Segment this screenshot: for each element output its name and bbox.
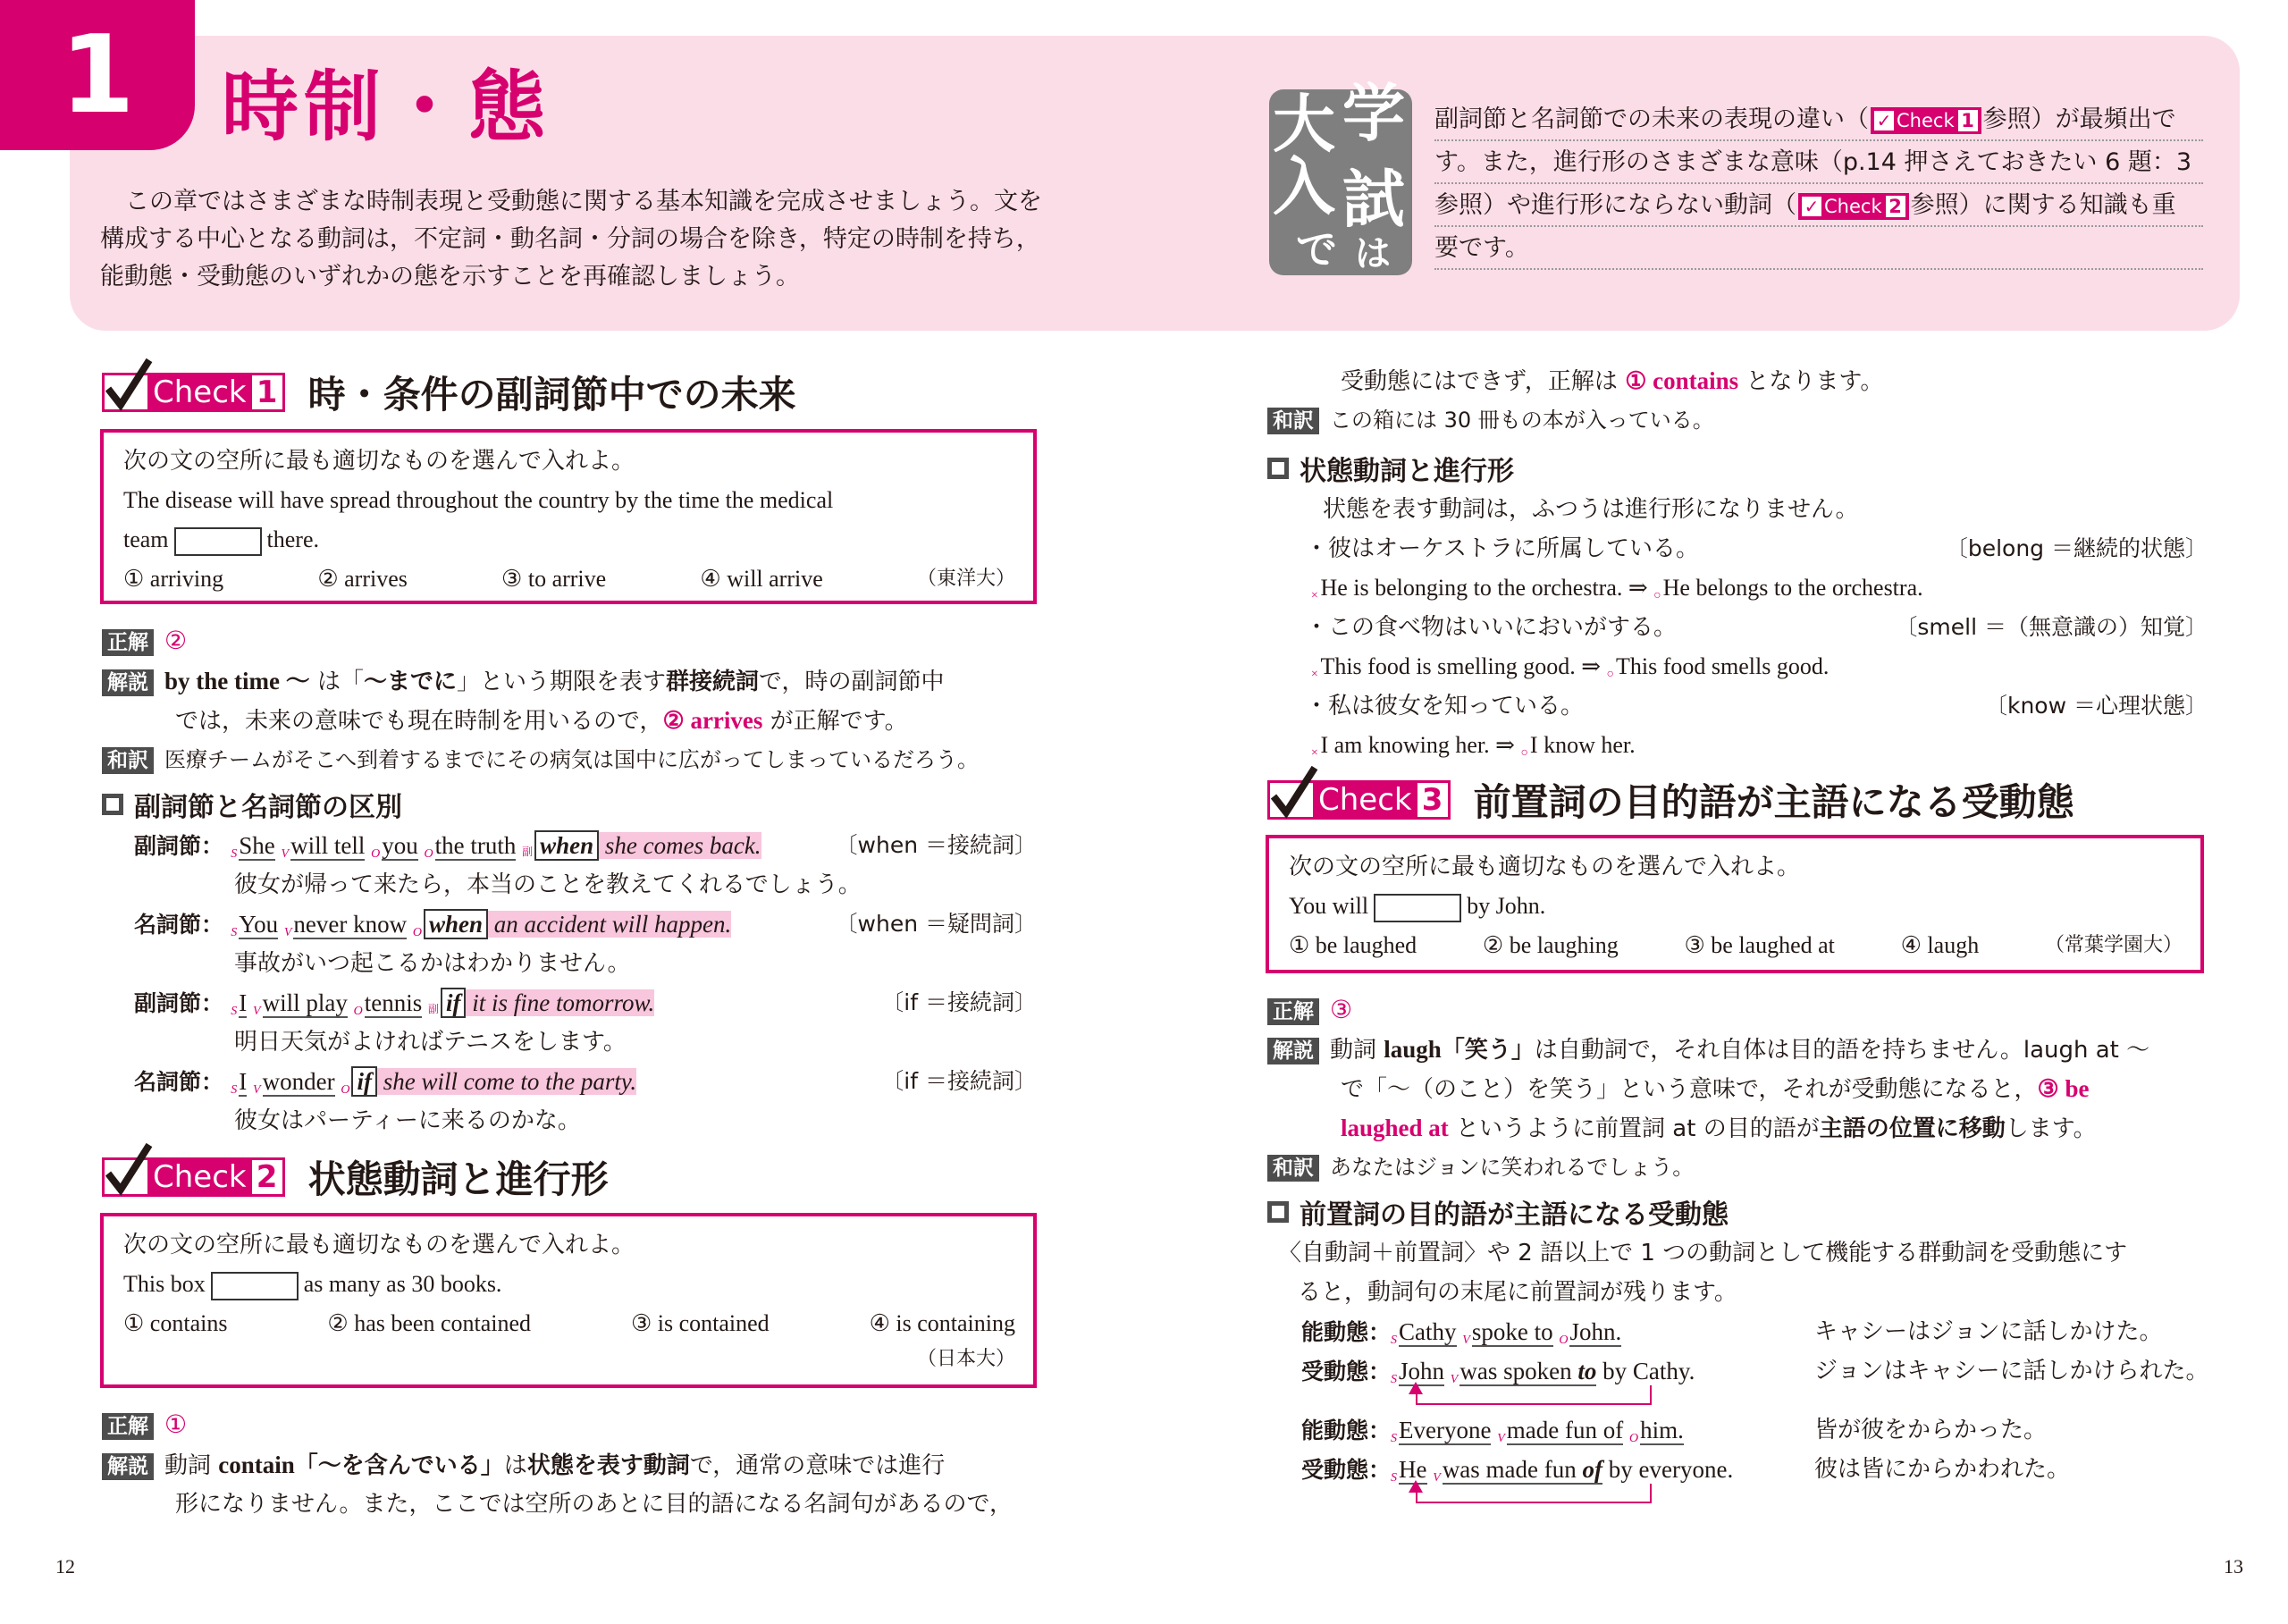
check3-explanation-line2 (1341, 1069, 2089, 1109)
exam-note-text: 参照）に関する知識も重 (1910, 191, 2176, 219)
subscript-s: S (231, 847, 238, 861)
answer-value: ③ (1330, 995, 1353, 1024)
clause: it is fine tomorrow. (466, 989, 655, 1016)
subscript-v: V (281, 847, 290, 861)
exp-text: 動詞 (1330, 1037, 1384, 1064)
check3-label: Check (1313, 783, 1417, 817)
subject: I (239, 989, 248, 1016)
subscript-o: O (412, 926, 422, 939)
check2-question-box (100, 1213, 1037, 1388)
arrow-icon: ⇒ (1581, 653, 1602, 679)
option-1: ① arriving (123, 566, 224, 592)
exp-text: で，通常の意味では進行 (689, 1452, 946, 1479)
option-4: ④ laugh (1900, 932, 1980, 958)
check2-answer (102, 1405, 187, 1445)
translation-tag: 和訳 (1267, 1155, 1319, 1182)
check-badge-number: 1 (1958, 110, 1978, 131)
check1-title: 時・条件の副詞節中での未来 (307, 373, 796, 417)
option-2: ② arrives (317, 566, 408, 592)
subject: John (1399, 1358, 1445, 1384)
section-text: 〈自動詞＋前置詞〉や 2 語以上で 1 つの動詞として機能する群動詞を受動態にす (1278, 1240, 2128, 1266)
clause-marker: 副 (427, 1003, 439, 1015)
verb: was spoken (1459, 1358, 1578, 1384)
square-bullet-icon (1267, 458, 1289, 479)
subscript-s: S (1391, 1432, 1398, 1445)
option-1: ① contains (123, 1310, 228, 1336)
answer-value: ① (164, 1409, 188, 1439)
example-label: 名詞節： (134, 1069, 224, 1095)
question-text: by John. (1467, 893, 1546, 919)
example-translation: 彼女が帰って来たら，本当のことを教えてくれるでしょう。 (234, 871, 862, 898)
exp-keyword: 「笑う」 (1441, 1037, 1535, 1064)
exam-icon (1269, 77, 1412, 275)
exp-answer: ② arrives (662, 707, 763, 734)
question-text: The disease will have spread throughout the country by the time the medical (123, 487, 834, 513)
clause: an accident will happen. (488, 911, 732, 938)
option-3: ③ to arrive (501, 566, 607, 592)
arrow-head-icon (1409, 1382, 1423, 1394)
check-badge (1871, 107, 1981, 134)
chapter-number-tab (0, 0, 195, 150)
page-number-right: 13 (2224, 1555, 2243, 1578)
check3-answer (1267, 990, 1352, 1031)
subject: You (239, 911, 279, 938)
wrong-sentence: I am knowing her. (1320, 732, 1490, 758)
check3-explanation-line3 (1341, 1108, 2097, 1149)
example-note: 〔when ＝疑問詞〕 (835, 911, 1037, 937)
question-text: team (123, 526, 169, 552)
exp-text: というように前置詞 at の目的語が (1448, 1115, 1820, 1142)
answer-options (123, 1304, 1015, 1343)
option-3: ③ be laughed at (1684, 932, 1835, 958)
exp-text: は自動詞で，それ自体は目的語を持ちません。laugh at 〜 (1534, 1037, 2150, 1064)
check1-translation (102, 740, 979, 779)
wrong-mark-icon: × (1310, 668, 1319, 681)
check3-question-box (1266, 835, 2204, 973)
exam-icon-char: は (1355, 233, 1391, 274)
subscript-v: V (283, 926, 292, 939)
check-badge-label: Check (1897, 109, 1955, 131)
check1-explanation-line1 (102, 661, 945, 702)
exp-keyword: laugh (1384, 1036, 1442, 1063)
example-note: 〔smell ＝（無意識の）知覚〕 (1895, 614, 2208, 640)
check2-explanation-line2: 形になりません。また，ここでは空所のあとに目的語になる名詞句があるので， (175, 1491, 1014, 1518)
check3-heading (1267, 772, 2074, 828)
verb: will play (262, 989, 348, 1016)
subject: Everyone (1399, 1417, 1492, 1443)
clause: she will come to the party. (376, 1068, 637, 1095)
example-translation: ・この食べ物はいいにおいがする。 (1305, 614, 1678, 641)
check-badge-label: Check (1824, 195, 1882, 217)
check-icon: ✓ (1802, 197, 1821, 216)
check1-label: Check (147, 375, 252, 409)
subscript-o: O (371, 847, 381, 861)
example-translation: 明日天気がよければテニスをします。 (234, 1029, 627, 1056)
exp-text: となります。 (1738, 368, 1884, 395)
subscript-o: O (353, 1005, 363, 1018)
checkmark-icon (1270, 780, 1313, 820)
check-badge-number: 2 (1886, 196, 1905, 217)
subscript-o: O (1559, 1334, 1569, 1347)
option-1: ① be laughed (1289, 932, 1417, 958)
question-instruction: 次の文の空所に最も適切なものを選んで入れよ。 (123, 448, 635, 475)
subscript-s: S (1391, 1373, 1398, 1386)
movement-arrow (1416, 1484, 1652, 1503)
chapter-number: 1 (60, 13, 135, 138)
object: you (382, 832, 418, 859)
translation-text: この箱には 30 冊もの本が入っている。 (1330, 408, 1714, 433)
example-translation: 事故がいつ起こるかはわかりません。 (234, 950, 631, 977)
question-text: You will (1289, 893, 1369, 919)
object: tennis (364, 989, 423, 1016)
example-note: 〔when ＝接続詞〕 (835, 832, 1037, 858)
square-bullet-icon (1267, 1201, 1289, 1223)
exam-note-text: 副詞節と名詞節での未来の表現の違い（ (1434, 105, 1869, 133)
object: John. (1569, 1318, 1622, 1345)
section-text: ると，動詞句の末尾に前置詞が残ります。 (1298, 1279, 1737, 1306)
exp-text: 動詞 (164, 1452, 219, 1479)
question-text: as many as 30 books. (303, 1271, 502, 1297)
arrow-icon: ⇒ (1495, 732, 1515, 758)
option-4: ④ is containing (869, 1310, 1015, 1336)
check1-heading (102, 365, 796, 420)
exp-keyword: contain (218, 1452, 295, 1478)
subscript-s: S (231, 1083, 238, 1097)
check1-badge (102, 373, 285, 412)
exam-note-text: 参照）が最頻出で (1982, 105, 2176, 133)
subject: Cathy (1399, 1318, 1457, 1345)
exp-text: 受動態にはできず，正解は (1341, 368, 1626, 395)
clause: she comes back. (599, 832, 761, 859)
wrong-right-pair (1310, 726, 1636, 773)
answer-options (123, 560, 1015, 599)
example-translation: キャシーはジョンに話しかけた。 (1814, 1318, 2163, 1345)
subject: He (1399, 1456, 1427, 1483)
subscript-v: V (1462, 1334, 1470, 1347)
answer-blank (174, 527, 262, 556)
exp-keyword: by the time 〜 (164, 668, 310, 694)
example-note: 〔know ＝心理状態〕 (1984, 693, 2208, 719)
subscript-v: V (1497, 1432, 1505, 1445)
explanation-tag: 解説 (1267, 1038, 1319, 1064)
check2-label: Check (147, 1160, 252, 1194)
check-icon: ✓ (1874, 111, 1894, 130)
option-2: ② be laughing (1482, 932, 1619, 958)
question-instruction: 次の文の空所に最も適切なものを選んで入れよ。 (123, 1232, 635, 1258)
check3-badge (1267, 780, 1451, 820)
check2-section-heading (1267, 449, 1514, 488)
exp-answer: laughed at (1341, 1115, 1449, 1141)
correct-sentence: I know her. (1529, 732, 1636, 758)
arrow-head-icon (1409, 1480, 1423, 1493)
translation-tag: 和訳 (102, 747, 154, 774)
check1-number: 1 (252, 375, 282, 409)
subject: She (239, 832, 275, 859)
example-label: 受動態： (1301, 1359, 1392, 1384)
question-text: This box (123, 1271, 206, 1297)
explanation-tag: 解説 (102, 669, 154, 696)
example-label: 副詞節： (134, 833, 224, 859)
conjunction: if (351, 1066, 377, 1097)
stranded-preposition: to (1577, 1358, 1597, 1384)
option-2: ② has been contained (327, 1310, 532, 1336)
translation-tag: 和訳 (1267, 408, 1319, 434)
exam-note (1434, 98, 2203, 270)
correct-mark-icon: ○ (1653, 589, 1661, 602)
check2-explanation-line1 (102, 1445, 945, 1485)
correct-sentence: This food smells good. (1616, 653, 1830, 679)
example-label: 能動態： (1301, 1319, 1392, 1345)
exp-text: は「 (309, 669, 364, 695)
verb: spoke to (1471, 1318, 1553, 1345)
exam-note-text: 要です。 (1434, 227, 2203, 270)
correct-mark-icon: ○ (1606, 668, 1614, 681)
check2-explanation-line3 (1341, 361, 1883, 401)
example-label: 受動態： (1301, 1457, 1392, 1483)
exp-keyword: 「〜を含んでいる」 (294, 1452, 504, 1479)
example-note: 〔if ＝接続詞〕 (881, 989, 1037, 1015)
wrong-sentence: He is belonging to the orchestra. (1320, 575, 1623, 601)
check3-number: 3 (1417, 783, 1448, 817)
subscript-s: S (231, 926, 238, 939)
wrong-mark-icon: × (1310, 589, 1319, 602)
answer-options (1289, 926, 2183, 965)
verb: made fun of (1506, 1417, 1624, 1443)
exp-keyword: 群接続詞 (666, 669, 760, 695)
subscript-o: O (341, 1083, 350, 1097)
verb: will tell (290, 832, 366, 859)
exam-icon-char: 入 (1273, 150, 1335, 223)
exp-text: では，未来の意味でも現在時制を用いるので， (175, 708, 663, 735)
section-title: 状態動詞と進行形 (1300, 456, 1514, 487)
translation-text: 医療チームがそこへ到着するまでにその病気は国中に広がってしまっているだろう。 (164, 747, 980, 772)
section-title: 前置詞の目的語が主語になる受動態 (1300, 1199, 1729, 1231)
checkmark-icon (105, 1157, 147, 1197)
question-text: there. (266, 526, 319, 552)
option-3: ③ is contained (630, 1310, 770, 1336)
check1-question-box (100, 429, 1037, 604)
option-4: ④ will arrive (700, 566, 823, 592)
example-translation: 彼は皆にからかわれた。 (1814, 1456, 2071, 1483)
exp-answer: ③ be (2037, 1075, 2090, 1102)
stranded-preposition: of (1582, 1456, 1603, 1483)
subscript-v: V (253, 1083, 261, 1097)
subscript-s: S (231, 1005, 238, 1018)
section-intro: 状態を表す動詞は，ふつうは進行形になりません。 (1323, 496, 1859, 523)
example-translation: 皆が彼をからかった。 (1814, 1417, 2048, 1443)
example-translation: 彼女はパーティーに来るのかな。 (234, 1107, 581, 1134)
subscript-v: V (253, 1005, 261, 1018)
exam-icon-char: 学 (1342, 77, 1405, 150)
check3-title: 前置詞の目的語が主語になる受動態 (1473, 780, 2074, 824)
check1-answer (102, 621, 187, 661)
check3-section-heading (1267, 1192, 1729, 1232)
subscript-s: S (1391, 1334, 1398, 1347)
example-translation: ジョンはキャシーに話しかけられた。 (1814, 1358, 2209, 1384)
exam-note-text: 参照）や進行形にならない動詞（ (1434, 191, 1796, 219)
conjunction: when (534, 830, 599, 861)
example-note: 〔if ＝接続詞〕 (881, 1068, 1037, 1094)
question-instruction: 次の文の空所に最も適切なものを選んで入れよ。 (1289, 854, 1801, 880)
example-translation: ・彼はオーケストラに所属している。 (1305, 535, 1699, 562)
answer-blank (1374, 894, 1461, 922)
question-source: （常葉学園大） (2044, 934, 2183, 956)
check2-translation (1267, 400, 1714, 440)
exp-text: で「〜（のこと）を笑う」という意味で，それが受動態になると， (1341, 1076, 2038, 1103)
exam-icon-char: 試 (1342, 163, 1405, 236)
example-label: 副詞節： (134, 990, 224, 1016)
wrong-sentence: This food is smelling good. (1320, 653, 1576, 679)
exp-keyword: 〜までに (364, 669, 458, 695)
check3-explanation-line1 (1267, 1030, 2149, 1070)
example-translation: ・私は彼女を知っている。 (1305, 693, 1585, 719)
checkmark-icon (105, 373, 147, 412)
subscript-v: V (1433, 1471, 1441, 1485)
answer-tag: 正解 (1267, 998, 1319, 1025)
check2-heading (102, 1149, 609, 1205)
interrogative: when (424, 909, 488, 939)
check2-badge (102, 1157, 285, 1197)
wrong-mark-icon: × (1310, 746, 1319, 760)
agent-phrase: by Cathy. (1596, 1358, 1695, 1384)
page-number-left: 12 (55, 1555, 75, 1578)
question-source: （東洋大） (916, 568, 1015, 590)
example-label: 能動態： (1301, 1418, 1392, 1443)
check-badge (1798, 193, 1909, 220)
exp-keyword: 主語の位置に移動 (1819, 1115, 2006, 1142)
arrow-icon: ⇒ (1628, 575, 1648, 601)
explanation-tag: 解説 (102, 1453, 154, 1480)
check1-explanation-line2 (175, 701, 908, 741)
section-title: 副詞節と名詞節の区別 (134, 792, 402, 823)
exp-answer: ① contains (1625, 367, 1739, 394)
exp-text: します。 (2005, 1115, 2097, 1142)
subscript-v: V (1450, 1373, 1459, 1386)
verb: was made fun (1442, 1456, 1583, 1483)
check2-number: 2 (252, 1160, 282, 1194)
example-label: 名詞節： (134, 912, 224, 938)
chapter-intro: この章ではさまざまな時制表現と受動態に関する基本知識を完成させましょう。文を構成する中心となる動詞は，不定詞・動名詞・分詞の場合を除き，特定の時制を持ち，能動態・受動態のいずれかの態を示すことを再確認しましょう。 (100, 188, 1042, 290)
exp-text: で，時の副詞節中 (759, 669, 945, 695)
object: him. (1640, 1417, 1684, 1443)
answer-tag: 正解 (102, 629, 154, 656)
exp-keyword: 状態を表す動詞 (526, 1452, 690, 1479)
subscript-s: S (1391, 1471, 1398, 1485)
exam-icon-char: で (1296, 225, 1337, 273)
answer-value: ② (164, 626, 188, 655)
conjunction: if (441, 988, 467, 1018)
object: the truth (434, 832, 517, 859)
clause-marker: 副 (522, 846, 534, 858)
exp-text: 」という期限を表す (457, 669, 667, 695)
example-note: 〔belong ＝継続的状態〕 (1945, 535, 2208, 561)
subject: I (239, 1068, 248, 1095)
chapter-title: 時制・態 (222, 63, 551, 152)
answer-blank (211, 1272, 299, 1300)
exp-text: は (503, 1452, 527, 1479)
correct-mark-icon: ○ (1520, 746, 1528, 760)
verb: wonder (262, 1068, 335, 1095)
exp-text: が正解です。 (762, 708, 908, 735)
verb: never know (293, 911, 408, 938)
correct-sentence: He belongs to the orchestra. (1662, 575, 1923, 601)
subscript-o: O (1628, 1432, 1639, 1445)
answer-tag: 正解 (102, 1413, 154, 1440)
subscript-o: O (424, 847, 433, 861)
check2-title: 状態動詞と進行形 (307, 1157, 609, 1201)
translation-text: あなたはジョンに笑われるでしょう。 (1330, 1155, 1695, 1180)
square-bullet-icon (102, 794, 123, 815)
exam-icon-char: 大 (1273, 88, 1335, 161)
exam-note-text: す。また，進行形のさまざまな意味（p.14 押さえておきたい 6 題：3 (1434, 141, 2203, 184)
check3-translation (1267, 1148, 1694, 1187)
agent-phrase: by everyone. (1602, 1456, 1734, 1483)
question-source: （日本大） (916, 1348, 1015, 1370)
movement-arrow (1416, 1385, 1652, 1405)
check1-section-heading (102, 785, 402, 824)
